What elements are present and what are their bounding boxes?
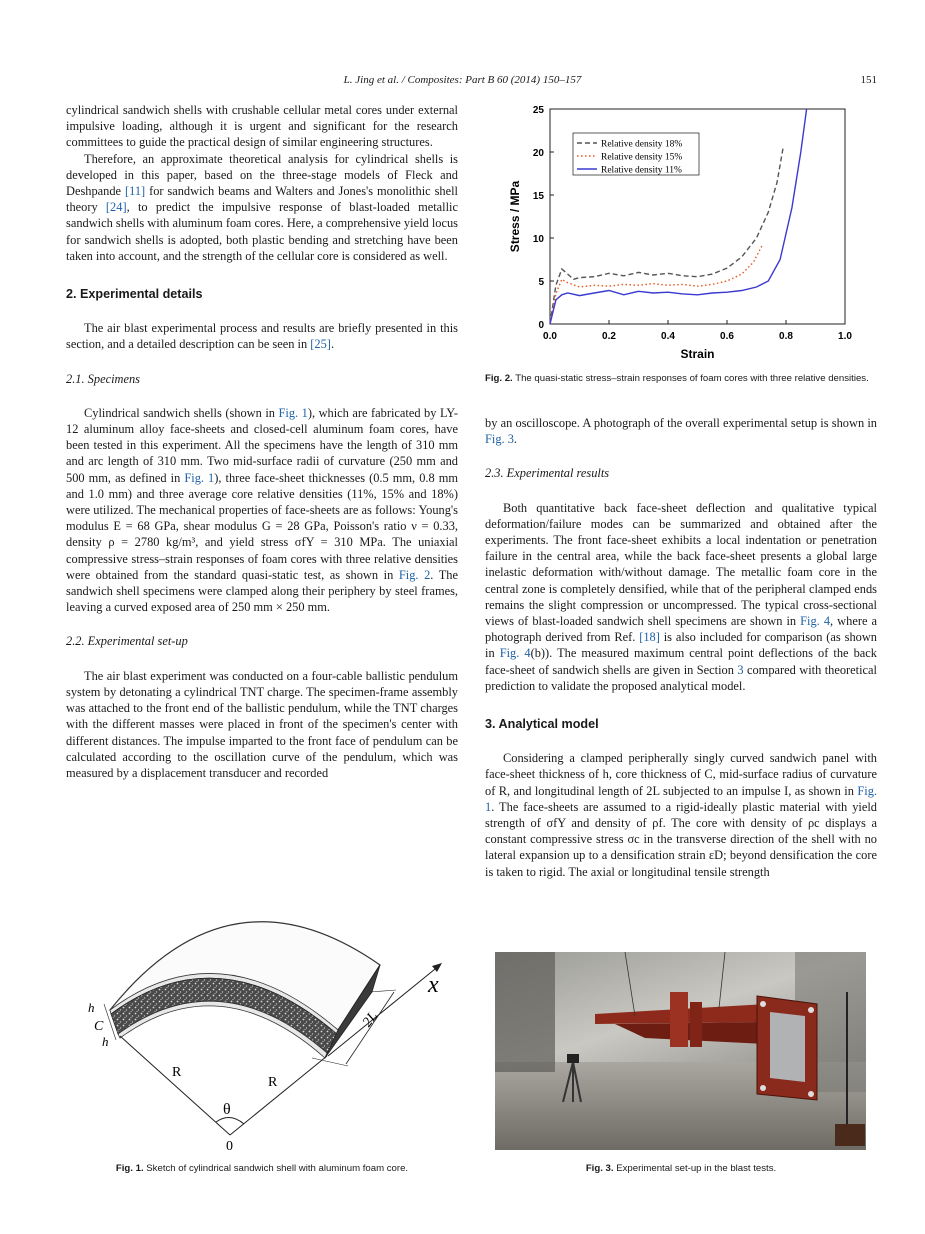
citation-11[interactable]: [11] [124, 184, 146, 199]
section-2-2-paragraph: The air blast experiment was conducted on a four-cable ballistic pendulum system by detonating a cylindrical TNT charge. The specimen-frame assembly was attached to the front end of the ballistic pendulum, while the TNT charges with the different masses were placed in front of the specimen's center with different distances. The impulse imparted to the front face of pendulum can be calculated according to the oscillation curve of the pendulum, which was measured by a displacement transducer and recorded [66, 668, 458, 780]
legend-entry: Relative density 18% [601, 139, 683, 150]
intro-paragraph-2: Therefore, an approximate theoretical analysis for cylindrical shells is developed in this paper, based on the three-stage models of Fleck and Deshpande [11] for sandwich beams and Walters and Jones's monolithic shell theory [24], to predict the impulsive response of blast-loaded metallic sandwich shells with aluminum foam cores. Here, a comprehensive yield locus for sandwich shells is adopted, both plastic bending and stretching have been taken into account, and the strength of the cellular core is considered as well. [66, 151, 458, 263]
chart-legend [573, 133, 699, 176]
label-r-left: R [172, 1065, 182, 1080]
blast-test-setup-photo [495, 952, 866, 1150]
citation-18[interactable]: [18] [639, 630, 660, 645]
stress-strain-chart [505, 101, 857, 363]
x-tick-label: 0.4 [661, 331, 675, 342]
section-2-heading: 2. Experimental details [66, 287, 203, 302]
fig4-link[interactable]: Fig. 4 [800, 614, 831, 629]
legend-entry: Relative density 11% [601, 165, 682, 176]
fig1-link[interactable]: Fig. 1 [278, 405, 308, 420]
section-3-paragraph: Considering a clamped peripherally singly curved sandwich panel with face-sheet thickness of h, core thickness of C, mid-surface radius of curvature of R, and longitudinal length of 2L subjected to an impulse I, as shown in Fig. 1. The face-sheets are assumed to a rigid-ideally plastic material with yield strength of σfY and density of ρf. The core with density of ρc displays a constant compressive stress σc in the transverse direction of the shell with no lateral expansion up to a densification strain εD; beyond densification the core is taken to rigid. The axial or longitudinal tensile strength [485, 751, 877, 879]
fig2-link[interactable]: Fig. 2 [398, 567, 431, 582]
y-tick-label: 0 [538, 320, 544, 331]
y-tick-label: 10 [532, 234, 544, 245]
section-2-1-paragraph: Cylindrical sandwich shells (shown in Fig. 1), which are fabricated by LY-12 aluminum alloy face-sheets and closed-cell aluminum foam cores, have been tested in this experiment. All the specimens have the length of 310 mm and arc length of 310 mm. Two mid-surface radii of curvature (250 mm and 500 mm, as defined in Fig. 1), three face-sheet thicknesses (0.5 mm, 0.8 mm and 1.0 mm) and three average core relative densities (11%, 15% and 18%) were utilized. The mechanical properties of face-sheets are as follows: Young's modulus E = 68 GPa, shear modulus G = 28 GPa, Poisson's ratio ν = 0.33, density ρ = 2780 kg/m³, and yield stress σfY = 310 MPa. The uniaxial compressive stress–strain responses of foam cores with three relative densities were obtained from the standard quasi-static test, as shown in Fig. 2. The sandwich shell specimens were clamped along their periphery by steel frames, leaving a curved exposed area of 250 mm × 250 mm. [66, 405, 459, 615]
section-2-1-heading: 2.1. Specimens [66, 371, 140, 386]
y-tick-label: 5 [538, 277, 544, 288]
page-number: 151 [860, 74, 877, 86]
section-2-2-heading: 2.2. Experimental set-up [66, 634, 188, 649]
figure-1-caption: Fig. 1. Sketch of cylindrical sandwich shell with aluminum foam core. [115, 1163, 409, 1174]
fig4-link[interactable]: Fig. 4 [499, 646, 531, 661]
label-h-top: h [88, 1000, 95, 1015]
citation-25[interactable]: [25] [310, 337, 331, 352]
section-3-heading: 3. Analytical model [485, 717, 599, 732]
label-origin: 0 [226, 1139, 233, 1154]
y-axis-label: Stress / MPa [508, 180, 522, 253]
x-tick-label: 0.0 [543, 331, 557, 342]
right-column [485, 415, 877, 880]
section-2-3-paragraph: Both quantitative back face-sheet deflection and qualitative typical deformation/failure modes can be summarized and obtained after the experiments. The front face-sheet exhibits a local indentation or penetration failure in the central area, while the back face-sheet presents a global large inelastic deformation with/without damage. The metallic foam core in the central zone is completely densified, while that of the peripheral clamped ends remains the slight compression or uncompressed. The typical cross-sectional views of blast-loaded sandwich shell specimens are shown in Fig. 4, where a photograph derived from Ref. [18] is also included for comparison (as shown in Fig. 4(b)). The measured maximum central point deflections of the back face-sheet of sandwich shells are given in Section 3 compared with theoretical prediction to validate the proposed analytical model. [485, 500, 877, 693]
fig1-link[interactable]: Fig. 1 [184, 470, 215, 485]
figure-2-caption: Fig. 2. The quasi-static stress–strain responses of foam cores with three relative densities. [485, 373, 869, 384]
fig3-link[interactable]: Fig. 3 [485, 432, 514, 447]
x-tick-label: 0.2 [602, 331, 616, 342]
y-tick-label: 20 [532, 148, 544, 159]
section-3-link[interactable]: 3 [737, 662, 744, 677]
label-h-bottom: h [102, 1034, 109, 1049]
radius-line-right [230, 1056, 327, 1135]
setup-continued: by an oscilloscope. A photograph of the overall experimental setup is shown in Fig. 3. [485, 416, 877, 447]
citation-24[interactable]: [24] [105, 200, 127, 215]
running-title: L. Jing et al. / Composites: Part B 60 (2014) 150–157 [343, 74, 582, 86]
label-c: C [94, 1019, 104, 1034]
y-tick-label: 15 [532, 191, 544, 202]
x-tick-label: 1.0 [838, 331, 852, 342]
fig1-link[interactable]: Fig. 1 [485, 783, 877, 814]
intro-continued: cylindrical sandwich shells with crushable cellular metal cores under external impulsive loading, although it is urgent and significant for the research committees to guide the practical design of similar engineering structures. [66, 103, 458, 150]
sandwich-shell-sketch [80, 880, 460, 1160]
legend-entry: Relative density 15% [601, 152, 683, 163]
x-axis-label: Strain [680, 347, 715, 361]
label-2l: 2L [360, 1009, 382, 1031]
label-r-right: R [268, 1075, 278, 1090]
label-theta: θ [223, 1101, 231, 1118]
label-x-axis: x [428, 972, 439, 998]
theta-arc [216, 1117, 244, 1124]
left-column [66, 102, 458, 781]
series-line-2 [550, 245, 762, 324]
x-tick-label: 0.6 [720, 331, 734, 342]
radius-line-left [120, 1036, 230, 1135]
figure-3-caption: Fig. 3. Experimental set-up in the blast tests. [585, 1163, 777, 1174]
section-2-paragraph: The air blast experimental process and results are briefly presented in this section, and a detailed description can be seen in [25]. [66, 321, 458, 352]
y-tick-label: 25 [532, 105, 544, 116]
section-2-3-heading: 2.3. Experimental results [485, 466, 610, 481]
x-tick-label: 0.8 [779, 331, 793, 342]
